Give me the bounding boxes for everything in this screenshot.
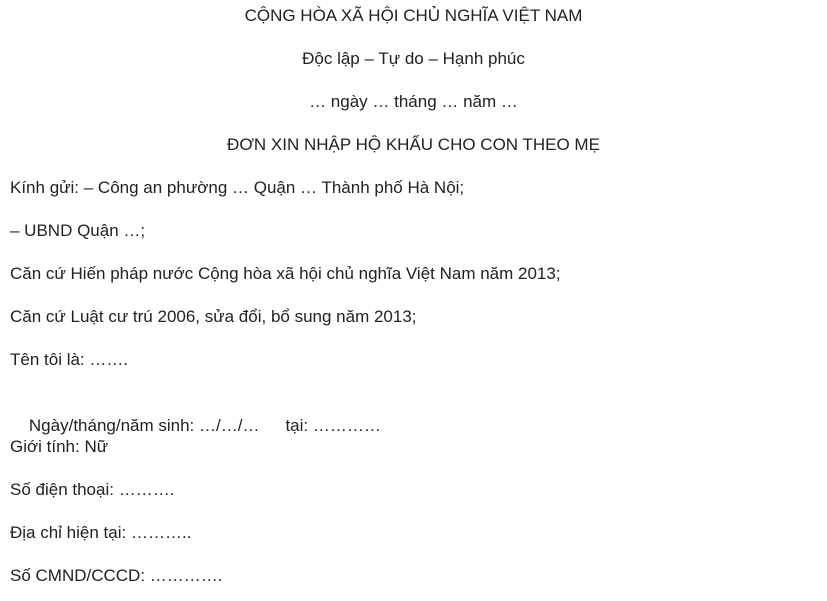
dob-field: Ngày/tháng/năm sinh: …/…/… [28,416,260,435]
id-card-field: Số CMND/CCCD: …………. [10,566,223,585]
recipient-line-2: – UBND Quận …; [10,221,146,240]
gender-field: Giới tính: Nữ [10,437,109,456]
recipient-line-1: Kính gửi: – Công an phường … Quận … Thành phố Hà Nội; [10,178,465,197]
legal-basis-1: Căn cứ Hiến pháp nước Cộng hòa xã hội chủ nghĩa Việt Nam năm 2013; [10,264,561,283]
motto: Độc lập – Tự do – Hạnh phúc [302,49,525,68]
name-field: Tên tôi là: ……. [10,350,129,369]
birthplace-field: tại: ………… [285,416,381,435]
national-title: CỘNG HÒA XÃ HỘI CHỦ NGHĨA VIỆT NAM [244,6,583,25]
document-title: ĐƠN XIN NHẬP HỘ KHẨU CHO CON THEO MẸ [227,135,600,154]
date-line: … ngày … tháng … năm … [309,92,518,111]
legal-basis-2: Căn cứ Luật cư trú 2006, sửa đổi, bổ sung năm 2013; [10,307,417,326]
address-field: Địa chỉ hiện tại: ……….. [10,523,192,542]
phone-field: Số điện thoại: ………. [10,480,175,499]
